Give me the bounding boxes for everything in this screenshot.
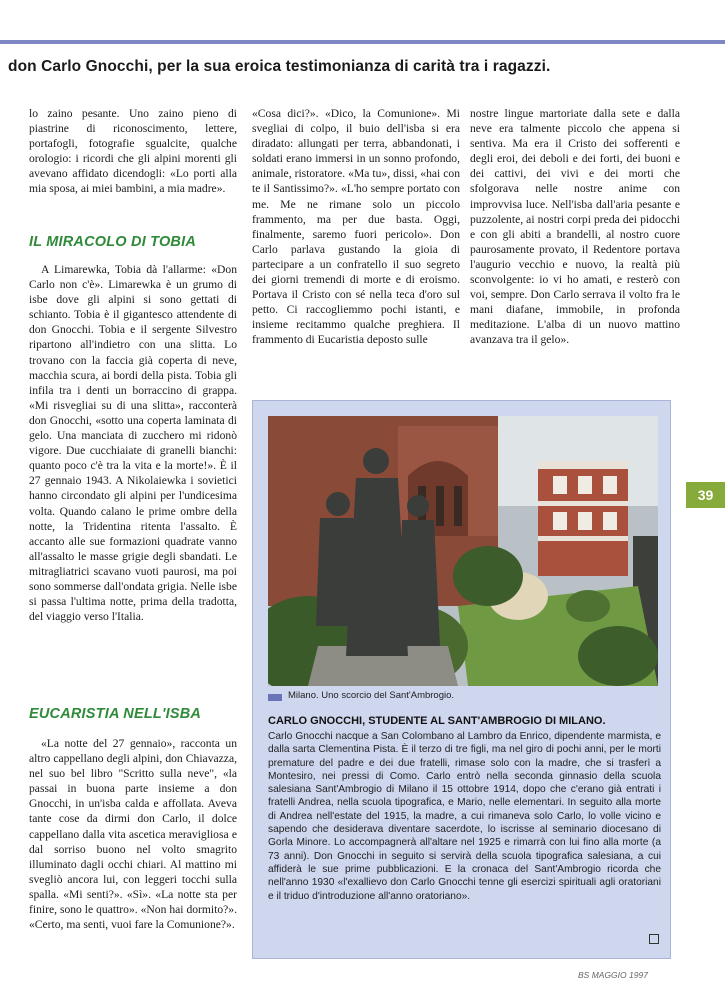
column-3-paragraph: nostre lingue martoriate dalla sete e dalla neve era talmente piccolo che appena si sentiva. Ma era il Cristo dei sofferenti e degli eroi, dei deboli e dei forti, dei buoni e dei cattivi, dei vivi e dei morti che sfolgorava nelle nostre anime con improvvisa luce. Nell'isba dall'aria pesante e puzzolente, ai nostri corpi preda dei pidocchi e con gli abiti a brandelli, al nostro cuore paurosamente provato, il Redentore portava l'augurio vecchio e nuovo, la realtà più sconvolgente: io vi ho amati, e resterò con voi, sempre. Don Carlo serrava il volto fra le mani diafane, immobile, in profonda meditazione. L'alba di un nuovo mattino avanzava tra il gelo».: [470, 107, 680, 347]
photo-sant-ambrogio: [268, 416, 658, 686]
intro-paragraph: lo zaino pesante. Uno zaino pieno di piastrine di riconoscimento, lettere, portafogli, fotografie sgualcite, qualche orologio: i ricordi che gli alpini morenti gli avevano affidato dicendogli: «Lo porti alla mia sposa, ai miei bambini, a mia madre».: [29, 107, 237, 196]
caption-marker: [268, 694, 282, 701]
section-1-paragraph: A Limarewka, Tobia dà l'allarme: «Don Carlo non c'è». Limarewka è un grumo di isbe dove gli alpini si sono gettati di schianto. Tobia è il gigantesco attendente di don Gnocchi. Tobia e il sergente Silvestro ripartono all'indietro con una slitta. Lo trovano con la faccia già coperta di neve, macchia scura, ai bordi della pista. Tobia gli infila tra i denti un borraccino di grappa. «Mi risvegliai su di una slitta», racconterà don Gnocchi, «sotto una coperta laminata di gelo. Una manciata di zucchero mi ridonò vigore. Due cucchiaiate di granelli bianchi: quanto poco c'è tra la vita e la morte!». È il 27 gennaio 1943. A Nikolaiewka i sovietici hanno circondato gli alpini per l'undicesima volta. Quando calano le prime ombre della notte, la Tridentina ritenta l'assalto. È accanto alle sue formazioni quadrate vanno all'assalto le masse grigie degli sbandati. Le mitragliatrici scavano vuoti paurosi, ma poi sono sommerse dall'ondata grigia. Nelle isbe si passa l'ultima notte, prima della tradotta, del viaggio verso l'Italia.: [29, 263, 237, 624]
column-1-intro: [29, 106, 237, 197]
page-footer: BS MAGGIO 1997: [578, 970, 648, 980]
column-1-section-1: [29, 262, 237, 624]
column-2: [252, 106, 460, 348]
header-rule: [0, 40, 725, 44]
end-mark-icon: [649, 934, 659, 944]
article-headline: don Carlo Gnocchi, per la sua eroica testimonianza di carità tra i ragazzi.: [8, 58, 551, 75]
column-3: [470, 106, 680, 348]
section-heading-eucaristia: EUCARISTIA NELL'ISBA: [29, 706, 202, 722]
sidebar-title: CARLO GNOCCHI, STUDENTE AL SANT'AMBROGIO DI MILANO.: [268, 715, 606, 727]
page-number-tab: 39: [686, 482, 725, 508]
photo-illustration: [268, 416, 658, 686]
section-heading-miracolo: IL MIRACOLO DI TOBIA: [29, 234, 196, 250]
section-2-paragraph: «La notte del 27 gennaio», racconta un altro cappellano degli alpini, don Chiavazza, nel suo bel libro "Scritto sulla neve", «la passai in buona parte insieme a don Gnocchi, in un'isba calda e affollata. Aveva tante cose da dirmi don Carlo, il dolce cappellano dalla vita ascetica meravigliosa e dal sorriso buono nel volto smagrito illuminato dagli occhi chiari. Al mattino mi svegliò ancora lui, con leggeri tocchi sulla spalla. «Mi senti?». «Sì». «La notte sta per finire, sono le quattro». «Non hai dormito?». «Certo, ma senti, vuoi fare la Comunione?».: [29, 737, 237, 932]
sidebar-text: Carlo Gnocchi nacque a San Colombano al Lambro da Enrico, dipendente marmista, e dalla sarta Clementina Pista. È il terzo di tre figli, ma nel giro di pochi anni, per le morti premature del padre e dei due fratelli, rimase solo con la madre, che si trasferì a Montesiro, nei pressi di Como. Carlo entrò nella seconda ginnasio della scuola salesiana Sant'Ambrogio di Milano il 15 ottobre 1914, dopo che c'erano già entrati i fratelli Andrea, nella scuola tipografica, e Mario, nelle elementari. In seguito alla morte di Andrea nell'estate del 1915, la madre, a cui rimaneva solo Carlo, lo volle vicino e sapendo che desiderava diventare sacerdote, lo iscrisse al seminario diocesano di Gorla Minore. Lo accompagnerà all'altare nel 1925 e rimarrà con lui fino alla morte (a 73 anni). Don Gnocchi in seguito si servirà della scuola tipografica salesiana, a cui affiderà le sue prime pubblicazioni. E la cronaca del Sant'Ambrogio ricorda che nell'anno 1930 «l'exallievo don Carlo Gnocchi tenne gli esercizi spirituali agli oratoriani e il triduo d'introduzione all'anno oratoriano».: [268, 731, 661, 902]
photo-caption: Milano. Uno scorcio del Sant'Ambrogio.: [288, 690, 455, 701]
column-1-section-2: [29, 736, 237, 932]
column-2-paragraph: «Cosa dici?». «Dico, la Comunione». Mi svegliai di colpo, il buio dell'isba si era diradato: allungati per terra, abbandonati, i soldati erano immersi in un sonno profondo, animale, ristoratore. «Ma tu», dissi, «hai con te il Santissimo?». «L'ho sempre portato con me. Me ne rimane solo un piccolo frammento, ma per due basta. Oggi, finalmente, saremo fuori pericolo». Don Carlo parlava gustando la gioia di partecipare a un confratello il suo segreto dei giorni tremendi di morte e di eroismo. Portava il Cristo con sé nella teca d'oro sul petto. Ci raccogliemmo pochi istanti, e insieme recitammo qualche preghiera. Il frammento di Eucaristia deposto sulle: [252, 107, 460, 347]
